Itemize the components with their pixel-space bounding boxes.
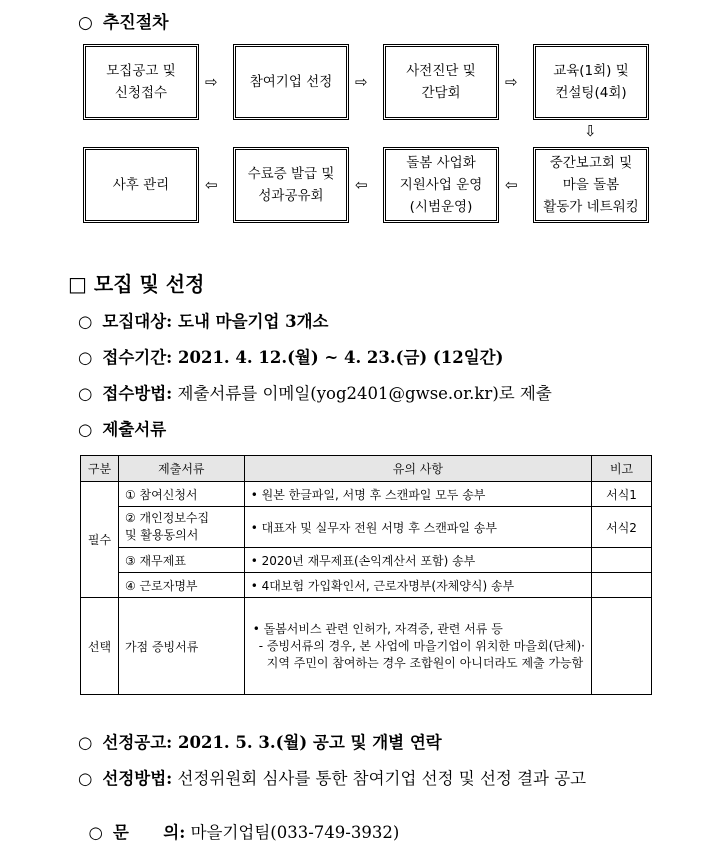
table-row bbox=[81, 548, 652, 573]
circle-bullet: ○ bbox=[78, 420, 93, 439]
doc-cell: ② 개인정보수집 및 활용동의서 bbox=[118, 507, 244, 548]
table-row bbox=[81, 598, 652, 695]
table-header-row bbox=[81, 456, 652, 482]
flow-step-diagnosis: 사전진단 및 간담회 bbox=[383, 44, 499, 120]
arrow-left-icon: ⇦ bbox=[505, 176, 518, 194]
doc-cell: 가점 증빙서류 bbox=[118, 598, 244, 695]
note-sub: - 증빙서류의 경우, 본 사업에 마을기업이 위치한 마을회(단체)·지역 주민이 참여하는 경우 조합원이 아니더라도 제출 가능함 bbox=[258, 638, 585, 670]
arrow-right-icon: ⇨ bbox=[355, 73, 368, 91]
table-row bbox=[81, 573, 652, 598]
item-label: 접수기간: bbox=[102, 348, 173, 367]
note-main: • 돌봄서비스 관련 인허가, 자격증, 관련 서류 등 bbox=[252, 621, 503, 636]
header-document: 제출서류 bbox=[118, 456, 244, 482]
item-label: 모집대상: bbox=[102, 312, 173, 331]
group-required: 필수 bbox=[81, 482, 119, 598]
arrow-left-icon: ⇦ bbox=[355, 176, 368, 194]
flow-step-certificate: 수료증 발급 및 성과공유회 bbox=[233, 147, 349, 223]
arrow-right-icon: ⇨ bbox=[205, 73, 218, 91]
item-value: 2021. 4. 12.(월) ~ 4. 23.(금) (12일간) bbox=[172, 348, 504, 367]
header-category: 구분 bbox=[81, 456, 119, 482]
note-cell: • 원본 한글파일, 서명 후 스캔파일 모두 송부 bbox=[244, 482, 591, 507]
item-value: 도내 마을기업 3개소 bbox=[172, 312, 329, 331]
group-optional: 선택 bbox=[81, 598, 119, 695]
header-remark: 비고 bbox=[592, 456, 652, 482]
flow-step-operation: 돌봄 사업화 지원사업 운영 (시범운영) bbox=[383, 147, 499, 223]
procedure-heading bbox=[78, 8, 169, 33]
item-label: 선정공고: bbox=[102, 733, 173, 752]
circle-bullet: ○ bbox=[78, 384, 93, 403]
item-value: 제출서류를 이메일(yog2401@gwse.or.kr)로 제출 bbox=[172, 384, 552, 403]
arrow-left-icon: ⇦ bbox=[205, 176, 218, 194]
flow-step-recruit: 모집공고 및 신청접수 bbox=[83, 44, 199, 120]
doc-cell: ① 참여신청서 bbox=[118, 482, 244, 507]
flow-step-education: 교육(1회) 및 컨설팅(4회) bbox=[533, 44, 649, 120]
note-cell bbox=[244, 598, 591, 695]
item-period bbox=[78, 344, 503, 368]
doc-cell: ④ 근로자명부 bbox=[118, 573, 244, 598]
section-title-text: 모집 및 선정 bbox=[93, 272, 205, 296]
item-label: 제출서류 bbox=[102, 420, 167, 439]
circle-bullet: ○ bbox=[78, 769, 93, 788]
table-row bbox=[81, 507, 652, 548]
header-notes: 유의 사항 bbox=[244, 456, 591, 482]
item-label: 문 의: bbox=[112, 823, 186, 842]
table-row bbox=[81, 482, 652, 507]
flow-step-aftercare: 사후 관리 bbox=[83, 147, 199, 223]
section-mark: □ bbox=[68, 272, 87, 296]
item-label: 선정방법: bbox=[102, 769, 173, 788]
doc-cell: ③ 재무제표 bbox=[118, 548, 244, 573]
item-value: 마을기업팀(033-749-3932) bbox=[185, 823, 400, 842]
circle-bullet: ○ bbox=[78, 733, 93, 752]
flow-step-select: 참여기업 선정 bbox=[233, 44, 349, 120]
item-documents bbox=[78, 416, 166, 440]
flow-step-midreport: 중간보고회 및 마을 돌봄 활동가 네트워킹 bbox=[533, 147, 649, 223]
remark-cell: 서식1 bbox=[592, 482, 652, 507]
remark-cell bbox=[592, 598, 652, 695]
section-title bbox=[68, 268, 204, 297]
item-target bbox=[78, 308, 329, 332]
circle-bullet: ○ bbox=[78, 13, 93, 33]
note-cell: • 4대보험 가입확인서, 근로자명부(자체양식) 송부 bbox=[244, 573, 591, 598]
item-announcement bbox=[78, 729, 442, 753]
remark-cell: 서식2 bbox=[592, 507, 652, 548]
procedure-heading-text: 추진절차 bbox=[102, 13, 169, 33]
circle-bullet: ○ bbox=[78, 312, 93, 331]
arrow-down-icon: ⇩ bbox=[584, 122, 597, 140]
item-value: 선정위원회 심사를 통한 참여기업 선정 및 선정 결과 공고 bbox=[172, 769, 587, 788]
item-method bbox=[78, 380, 552, 404]
item-contact bbox=[78, 800, 399, 843]
documents-table bbox=[80, 455, 652, 695]
arrow-right-icon: ⇨ bbox=[505, 73, 518, 91]
remark-cell bbox=[592, 573, 652, 598]
item-label: 접수방법: bbox=[102, 384, 173, 403]
item-selection-method bbox=[78, 765, 586, 789]
circle-bullet: ○ bbox=[88, 823, 103, 842]
remark-cell bbox=[592, 548, 652, 573]
note-cell: • 2020년 재무제표(손익계산서 포함) 송부 bbox=[244, 548, 591, 573]
item-value: 2021. 5. 3.(월) 공고 및 개별 연락 bbox=[172, 733, 442, 752]
note-cell: • 대표자 및 실무자 전원 서명 후 스캔파일 송부 bbox=[244, 507, 591, 548]
circle-bullet: ○ bbox=[78, 348, 93, 367]
